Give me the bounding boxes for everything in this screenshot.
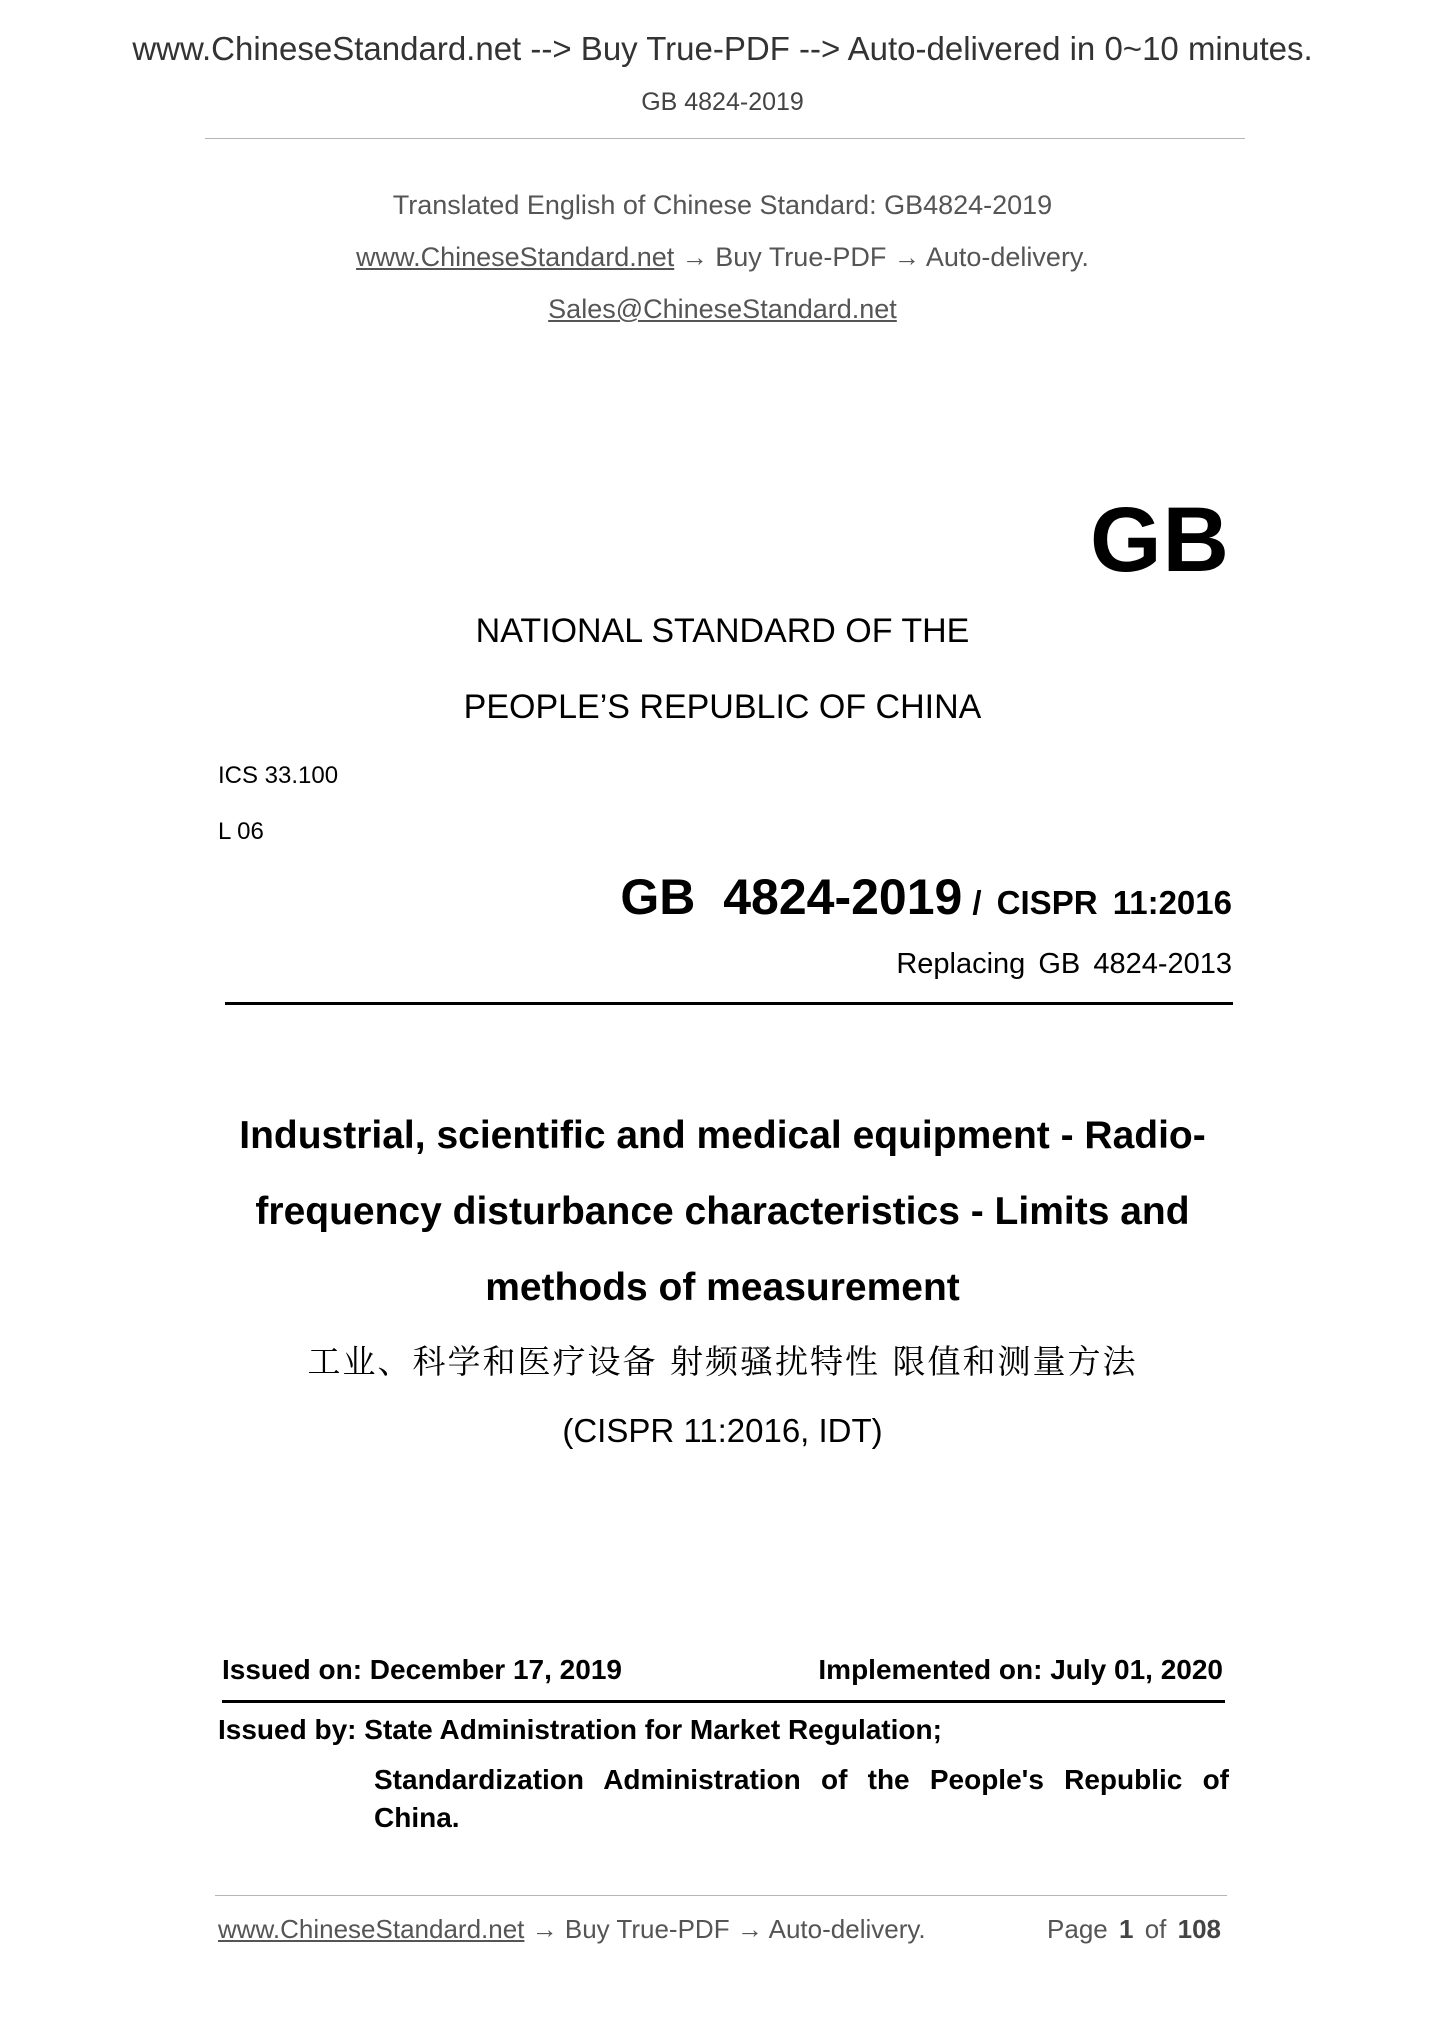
document-title-en: Industrial, scientific and medical equipment - Radio-frequency disturbance characteristics - Limits and methods of measurement — [239, 1114, 1206, 1309]
page-of: of — [1144, 1914, 1167, 1944]
footer-links — [218, 1914, 926, 1945]
sales-email-line — [0, 294, 1445, 325]
top-banner: www.ChineseStandard.net --> Buy True-PDF --> Auto-delivered in 0~10 minutes. — [132, 30, 1313, 67]
site-link[interactable]: www.ChineseStandard.net — [356, 242, 675, 272]
adoption-note: (CISPR 11:2016, IDT) — [562, 1412, 883, 1449]
replacing-standard: Replacing GB 4824-2013 — [896, 948, 1232, 980]
footer-divider — [215, 1895, 1227, 1896]
ics-code: ICS 33.100 — [218, 762, 339, 789]
national-standard-line2: PEOPLE’S REPUBLIC OF CHINA — [463, 688, 982, 726]
document-title-cn: 工业、科学和医疗设备 射频骚扰特性 限值和测量方法 — [307, 1342, 1138, 1381]
page-label: Page — [1047, 1914, 1108, 1944]
header-standard-code: GB 4824-2019 — [641, 88, 804, 116]
national-standard-line1: NATIONAL STANDARD OF THE — [475, 612, 970, 650]
buy-text: Buy True-PDF — [715, 242, 887, 272]
issued-by-second: Standardization Administration of the People's Republic of China. — [374, 1764, 1229, 1833]
gb-mark: GB — [1090, 489, 1230, 591]
arrow-right-icon: → — [893, 242, 920, 272]
footer-site-link[interactable]: www.ChineseStandard.net — [218, 1914, 525, 1944]
implemented-on-date: Implemented on: July 01, 2020 — [818, 1654, 1223, 1685]
translation-links — [0, 242, 1445, 273]
issued-by: Issued by: State Administration for Market Regulation; — [218, 1714, 942, 1745]
footer-delivery-text: Auto-delivery. — [768, 1914, 926, 1944]
header-divider — [205, 138, 1245, 139]
sales-email-link[interactable]: Sales@ChineseStandard.net — [548, 294, 897, 324]
issue-divider — [222, 1700, 1225, 1703]
arrow-right-icon: → — [681, 242, 708, 272]
page-total: 108 — [1177, 1914, 1221, 1944]
translation-line: Translated English of Chinese Standard: GB4824-2019 — [392, 190, 1053, 220]
l-code: L 06 — [218, 818, 264, 845]
standard-divider — [225, 1002, 1233, 1005]
delivery-text: Auto-delivery. — [925, 242, 1089, 272]
page-number — [1047, 1914, 1221, 1945]
standard-equivalent: / CISPR 11:2016 — [972, 884, 1232, 921]
arrow-right-icon: → — [531, 1914, 558, 1944]
arrow-right-icon: → — [736, 1914, 763, 1944]
issued-on-date: Issued on: December 17, 2019 — [222, 1654, 622, 1685]
standard-number — [620, 868, 1232, 926]
footer-buy-text: Buy True-PDF — [564, 1914, 730, 1944]
standard-number-main: GB 4824-2019 — [620, 869, 963, 925]
page-current: 1 — [1118, 1914, 1134, 1944]
